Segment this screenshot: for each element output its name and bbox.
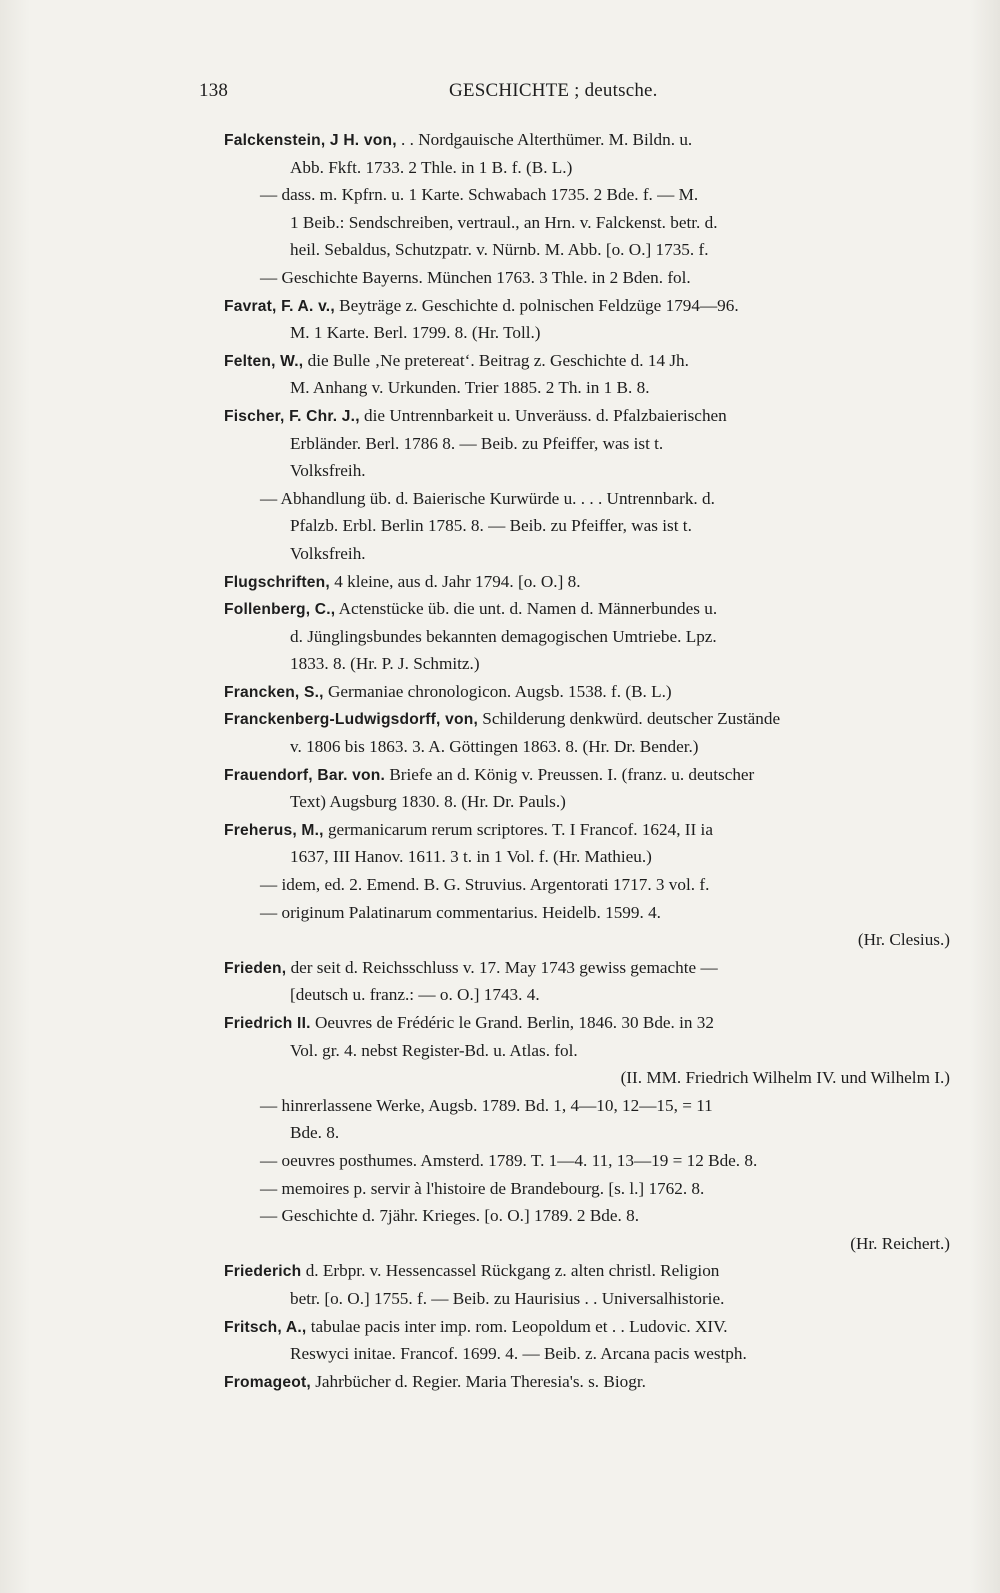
continuation-line [224, 374, 952, 402]
catalog-entry-line [224, 954, 952, 982]
running-title: GESCHICHTE ; deutsche. [449, 80, 658, 101]
entry-text: d. Jünglingsbundes bekannten demagogischen Umtriebe. Lpz. [290, 626, 717, 646]
continuation-line [224, 430, 952, 458]
entry-text: Volksfreih. [290, 461, 366, 481]
entry-author-name: Friederich [224, 1263, 302, 1281]
continuation-line [224, 236, 952, 264]
entry-text: Abb. Fkft. 1733. 2 Thle. in 1 B. f. (B. L.) [290, 157, 573, 177]
entry-text: Schilderung denkwürd. deutscher Zustände [477, 709, 781, 729]
continuation-line [224, 1147, 952, 1175]
catalog-entry-line [224, 1257, 952, 1285]
entry-text: Germaniae chronologicon. Augsb. 1538. f. (B. L.) [323, 681, 672, 701]
entry-text: 1 Beib.: Sendschreiben, vertraul., an Hrn. v. Falckenst. betr. d. [290, 212, 718, 232]
entry-text: Erbländer. Berl. 1786 8. — Beib. zu Pfeiffer, was ist t. [290, 433, 664, 453]
entry-text: Bde. 8. [290, 1123, 340, 1143]
entry-text: . . Nordgauische Alterthümer. M. Bildn. u. [396, 130, 693, 149]
catalog-entries [224, 126, 952, 1395]
entry-text: tabulae pacis inter imp. rom. Leopoldum et . . Ludovic. XIV. [306, 1316, 728, 1336]
continuation-line [224, 1037, 952, 1065]
entry-author-name: Fischer, F. Chr. J., [224, 407, 360, 425]
catalog-entry-line [224, 347, 952, 375]
entry-author-name: Follenberg, C., [224, 601, 336, 619]
continuation-line [224, 512, 952, 540]
entry-text: Reswyci initae. Francof. 1699. 4. — Beib. z. Arcana pacis westph. [290, 1344, 747, 1364]
entry-author-name: Francken, S., [224, 683, 324, 701]
continuation-line [224, 540, 952, 568]
entry-text: die Bulle ‚Ne pretereat‘. Beitrag z. Geschichte d. 14 Jh. [303, 350, 689, 370]
entry-text: Beyträge z. Geschichte d. polnischen Feldzüge 1794—96. [334, 295, 739, 315]
entry-text: Actenstücke üb. die unt. d. Namen d. Männerbundes u. [335, 599, 718, 619]
continuation-line [224, 1202, 952, 1230]
catalog-entry-line [224, 761, 952, 789]
entry-text: Volksfreih. [290, 543, 366, 563]
entry-text: der seit d. Reichsschluss v. 17. May 1743 gewiss gemachte — [286, 957, 718, 977]
provenance-line [224, 926, 952, 954]
continuation-line [224, 843, 952, 871]
entry-author-name: Frieden, [224, 959, 287, 977]
entry-text: 1833. 8. (Hr. P. J. Schmitz.) [290, 654, 480, 674]
entry-author-name: Flugschriften, [224, 573, 330, 591]
continuation-line [224, 1119, 952, 1147]
continuation-line [224, 1340, 952, 1368]
entry-text: — memoires p. servir à l'histoire de Brandebourg. [s. l.] 1762. 8. [260, 1178, 705, 1198]
catalog-entry-line [224, 816, 952, 844]
entry-text: — dass. m. Kpfrn. u. 1 Karte. Schwabach 1735. 2 Bde. f. — M. [260, 185, 699, 205]
continuation-line [224, 154, 952, 182]
continuation-line [224, 264, 952, 292]
continuation-line [224, 319, 952, 347]
entry-author-name: Fritsch, A., [224, 1318, 307, 1336]
entry-text: die Untrennbarkeit u. Unveräuss. d. Pfalzbaierischen [359, 405, 727, 425]
entry-text: M. Anhang v. Urkunden. Trier 1885. 2 Th. in 1 B. 8. [290, 378, 650, 398]
entry-text: 1637, III Hanov. 1611. 3 t. in 1 Vol. f. (Hr. Mathieu.) [290, 847, 652, 867]
entry-author-name: Franckenberg-Ludwigsdorff, von, [224, 711, 478, 729]
continuation-line [224, 623, 952, 651]
catalog-entry-line [224, 678, 952, 706]
continuation-line [224, 733, 952, 761]
continuation-line [224, 788, 952, 816]
entry-text: — hinrerlassene Werke, Augsb. 1789. Bd. 1, 4—10, 12—15, = 11 [260, 1095, 713, 1115]
continuation-line [224, 485, 952, 513]
catalog-entry-line [224, 595, 952, 623]
entry-text: 4 kleine, aus d. Jahr 1794. [o. O.] 8. [329, 571, 581, 591]
entry-text: — oeuvres posthumes. Amsterd. 1789. T. 1—4. 11, 13—19 = 12 Bde. 8. [260, 1150, 758, 1170]
entry-author-name: Freherus, M., [224, 821, 324, 839]
continuation-line [224, 650, 952, 678]
entry-text: — originum Palatinarum commentarius. Heidelb. 1599. 4. [260, 902, 661, 922]
continuation-line [224, 181, 952, 209]
catalog-entry-line [224, 568, 952, 596]
entry-author-name: Favrat, F. A. v., [224, 297, 335, 315]
entry-text: Briefe an d. König v. Preussen. I. (franz. u. deutscher [385, 764, 755, 784]
continuation-line [224, 899, 952, 927]
catalog-entry-line [224, 1368, 952, 1396]
entry-text: germanicarum rerum scriptores. T. I Francof. 1624, II ia [323, 819, 713, 839]
entry-text: (Hr. Clesius.) [857, 930, 950, 950]
entry-text: — idem, ed. 2. Emend. B. G. Struvius. Argentorati 1717. 3 vol. f. [260, 875, 710, 895]
entry-text: Pfalzb. Erbl. Berlin 1785. 8. — Beib. zu Pfeiffer, was ist t. [290, 516, 692, 536]
entry-text: (Hr. Reichert.) [850, 1233, 950, 1253]
entry-text: — Geschichte d. 7jähr. Krieges. [o. O.] 1789. 2 Bde. 8. [260, 1206, 639, 1226]
entry-author-name: Friedrich II. [224, 1015, 311, 1032]
provenance-line [224, 1064, 952, 1092]
entry-text: Vol. gr. 4. nebst Register-Bd. u. Atlas. fol. [290, 1040, 578, 1060]
entry-text: Text) Augsburg 1830. 8. (Hr. Dr. Pauls.) [290, 792, 566, 812]
continuation-line [224, 871, 952, 899]
entry-text: heil. Sebaldus, Schutzpatr. v. Nürnb. M. Abb. [o. O.] 1735. f. [290, 240, 709, 260]
continuation-line [224, 1092, 952, 1120]
entry-author-name: Falckenstein, J H. von, [224, 132, 397, 149]
continuation-line [224, 981, 952, 1009]
catalog-entry-line [224, 292, 952, 320]
entry-text: M. 1 Karte. Berl. 1799. 8. (Hr. Toll.) [290, 323, 541, 343]
entry-text: betr. [o. O.] 1755. f. — Beib. zu Haurisius . . Universalhistorie. [290, 1288, 725, 1308]
catalog-entry-line [224, 1313, 952, 1341]
entry-text: — Abhandlung üb. d. Baierische Kurwürde u. . . . Untrennbark. d. [260, 488, 715, 508]
entry-text: Jahrbücher d. Regier. Maria Theresia's. s. Biogr. [310, 1371, 646, 1391]
entry-text: [deutsch u. franz.: — o. O.] 1743. 4. [290, 985, 540, 1005]
entry-text: d. Erbpr. v. Hessencassel Rückgang z. alten christl. Religion [301, 1261, 720, 1281]
provenance-line [224, 1230, 952, 1258]
entry-author-name: Frauendorf, Bar. von. [224, 766, 386, 784]
entry-author-name: Felten, W., [224, 352, 304, 370]
entry-author-name: Fromageot, [224, 1373, 311, 1391]
continuation-line [224, 1285, 952, 1313]
continuation-line [224, 457, 952, 485]
catalog-entry-line [224, 402, 952, 430]
entry-text: Oeuvres de Frédéric le Grand. Berlin, 1846. 30 Bde. in 32 [310, 1013, 714, 1032]
entry-text: v. 1806 bis 1863. 3. A. Göttingen 1863. 8. (Hr. Dr. Bender.) [290, 737, 699, 757]
catalog-entry-line [224, 126, 952, 154]
page-header [199, 80, 759, 110]
catalog-entry-line [224, 1009, 952, 1037]
catalog-entry-line [224, 705, 952, 733]
continuation-line [224, 1175, 952, 1203]
entry-text: (II. MM. Friedrich Wilhelm IV. und Wilhelm I.) [620, 1068, 950, 1088]
page-number: 138 [199, 80, 229, 101]
entry-text: — Geschichte Bayerns. München 1763. 3 Thle. in 2 Bden. fol. [260, 267, 691, 287]
continuation-line [224, 209, 952, 237]
